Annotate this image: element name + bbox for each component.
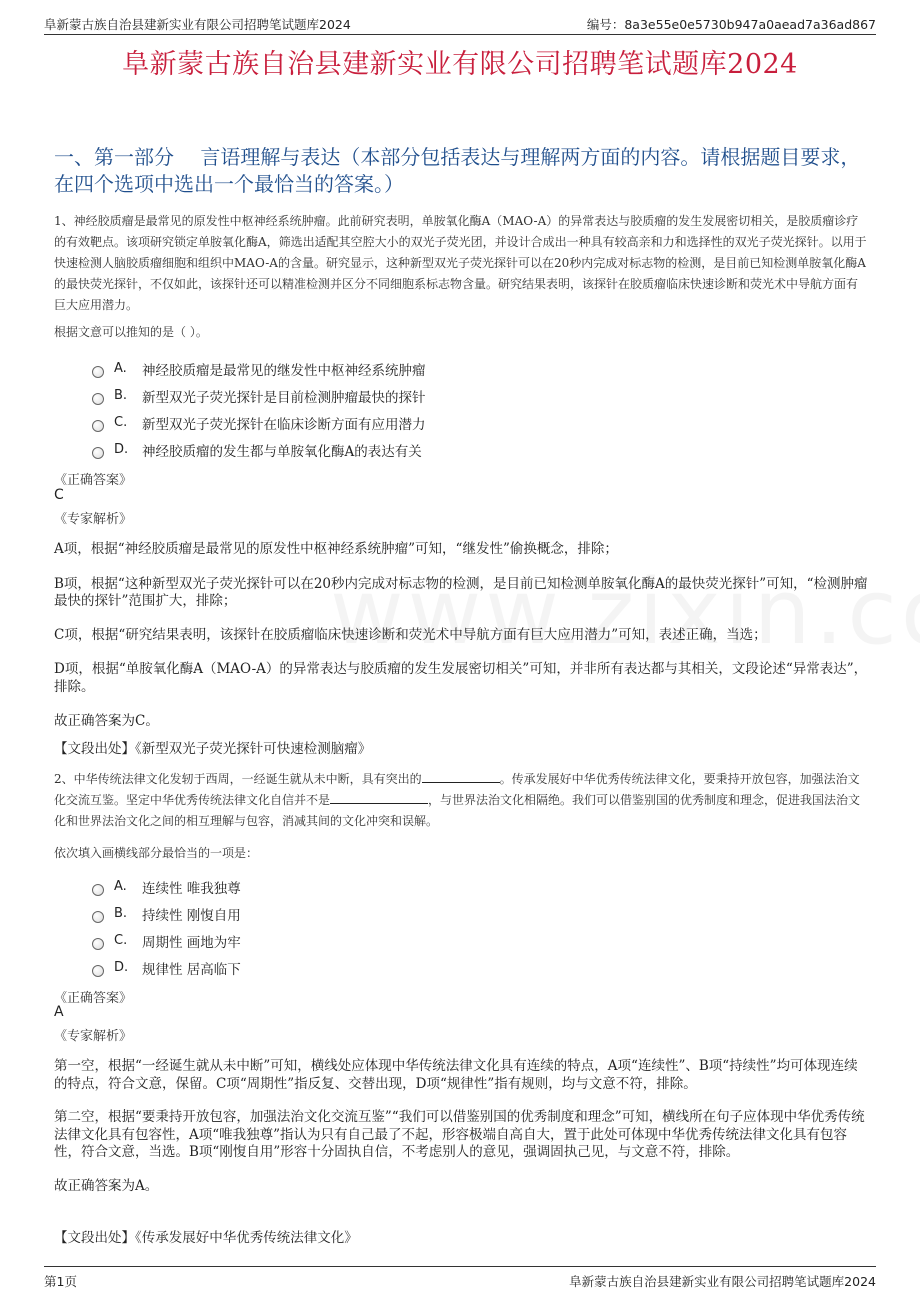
option-letter: D. — [114, 442, 129, 457]
q2-analysis-label: 《专家解析》 — [54, 1029, 133, 1044]
footer-doc-title: 阜新蒙古族自治县建新实业有限公司招聘笔试题库2024 — [569, 1274, 876, 1289]
option-text: 神经胶质瘤的发生都与单胺氧化酶A的表达有关 — [142, 443, 422, 460]
q1-option-d[interactable] — [92, 436, 426, 463]
q1-answer-label: 《正确答案》 — [54, 473, 133, 488]
radio-icon[interactable] — [92, 938, 104, 950]
option-letter: B. — [114, 388, 128, 403]
header-doc-title: 阜新蒙古族自治县建新实业有限公司招聘笔试题库2024 — [44, 17, 351, 32]
q2-passage — [54, 769, 868, 832]
q1-question: 根据文意可以推知的是（ ）。 — [54, 325, 208, 339]
blank-2 — [330, 791, 428, 804]
option-text: 周期性 画地为牢 — [142, 934, 241, 951]
q1-source — [54, 737, 868, 757]
q1-option-b[interactable] — [92, 382, 426, 409]
radio-icon[interactable] — [92, 965, 104, 977]
q2-answer-label: 《正确答案》 — [54, 991, 133, 1006]
q2-option-c[interactable] — [92, 927, 241, 954]
page-number: 第1页 — [44, 1274, 77, 1289]
radio-icon[interactable] — [92, 366, 104, 378]
source-title: 《传承发展好中华优秀传统法律文化》 — [135, 1230, 358, 1246]
analysis-paragraph: C项，根据“研究结果表明，该探针在胶质瘤临床快速诊断和荧光术中导航方面有巨大应用潜力”可知，表述正确，当选； — [54, 626, 767, 643]
page-title: 阜新蒙古族自治县建新实业有限公司招聘笔试题库2024 — [122, 49, 798, 80]
option-letter: B. — [114, 906, 128, 921]
header-doc-id: 编号：8a3e55e0e5730b947a0aead7a36ad867 — [586, 17, 876, 32]
q2-option-a[interactable] — [92, 873, 241, 900]
source-label: 【文段出处】 — [54, 1230, 135, 1246]
q2-passage-part-3: ，与世界法治文化相隔绝。我们可以借鉴别国的优秀制度和理念，促进我国法治文化和世界法治文化之间的相互理解与包容，消减其间的文化冲突和误解。 — [54, 793, 861, 828]
page-footer — [44, 1266, 876, 1289]
option-letter: A. — [114, 361, 127, 376]
q2-passage-block — [54, 769, 868, 832]
option-text: 神经胶质瘤是最常见的继发性中枢神经系统肿瘤 — [142, 362, 426, 379]
analysis-paragraph: 第一空，根据“一经诞生就从未中断”可知，横线处应体现中华传统法律文化具有连续的特点，A项“连续性”、B项“持续性”均可体现连续的特点，符合文意，保留。C项“周期性”指反复、交替出现，D项“规律性”指有规则，均与文意不符，排除。 — [54, 1058, 858, 1092]
option-text: 新型双光子荧光探针在临床诊断方面有应用潜力 — [142, 416, 426, 433]
q1-analysis — [54, 541, 868, 731]
q2-analysis — [54, 1058, 868, 1195]
q1-options — [92, 355, 426, 463]
q2-passage-part-2: 。传承发展好中华优秀传统法律文化，要秉持开放包容，加强法治文化交流互鉴。坚定中华优秀传统法律文化自信并不是 — [54, 772, 860, 807]
option-text: 连续性 唯我独尊 — [142, 880, 241, 897]
option-text: 持续性 刚愎自用 — [142, 907, 241, 924]
q1-passage-block — [54, 211, 868, 316]
q2-option-b[interactable] — [92, 900, 241, 927]
analysis-paragraph: D项，根据“单胺氧化酶A（MAO-A）的异常表达与胶质瘤的发生发展密切相关”可知，并非所有表达都与其相关，文段论述“异常表达”，排除。 — [54, 661, 868, 695]
radio-icon[interactable] — [92, 884, 104, 896]
q2-passage-part-1: 2、中华传统法律文化发轫于西周，一经诞生就从未中断，具有突出的 — [54, 772, 422, 786]
source-label: 【文段出处】 — [54, 741, 135, 757]
section-heading: 一、第一部分 言语理解与表达（本部分包括表达与理解两方面的内容。请根据题目要求，在四个选项中选出一个最恰当的答案。） — [54, 145, 861, 196]
q2-answer: A — [54, 1004, 64, 1020]
option-letter: D. — [114, 960, 129, 975]
q2-question: 依次填入画横线部分最恰当的一项是： — [54, 846, 259, 860]
option-text: 规律性 居高临下 — [142, 961, 241, 978]
option-letter: C. — [114, 415, 128, 430]
q1-analysis-label: 《专家解析》 — [54, 512, 133, 527]
option-letter: C. — [114, 933, 128, 948]
q2-option-d[interactable] — [92, 954, 241, 981]
q1-conclusion: 故正确答案为C。 — [54, 713, 159, 729]
q1-option-c[interactable] — [92, 409, 426, 436]
radio-icon[interactable] — [92, 393, 104, 405]
analysis-paragraph: 第二空，根据“要秉持开放包容，加强法治文化交流互鉴”“我们可以借鉴别国的优秀制度和理念”可知，横线所在句子应体现中华优秀传统法律文化具有包容性，A项“唯我独尊”指认为只有自己最了不起，形容极端自高自大，置于此处可体现中华优秀传统法律文化具有包容性，符合文意，当选。B项“刚愎自用”形容十分固执自信，不考虑别人的意见，强调固执己见，与文意不符，排除。 — [54, 1109, 865, 1160]
source-title: 《新型双光子荧光探针可快速检测脑瘤》 — [135, 741, 372, 757]
q2-source — [54, 1226, 868, 1246]
analysis-paragraph: B项，根据“这种新型双光子荧光探针可以在20秒内完成对标志物的检测，是目前已知检测单胺氧化酶A的最快荧光探针”可知，“检测肿瘤最快的探针”范围扩大，排除； — [54, 575, 868, 609]
q1-answer: C — [54, 487, 64, 503]
radio-icon[interactable] — [92, 420, 104, 432]
q2-conclusion: 故正确答案为A。 — [54, 1177, 159, 1194]
q1-option-a[interactable] — [92, 355, 426, 382]
radio-icon[interactable] — [92, 911, 104, 923]
q1-passage: 1、神经胶质瘤是最常见的原发性中枢神经系统肿瘤。此前研究表明，单胺氧化酶A（MAO-A）的异常表达与胶质瘤的发生发展密切相关，是胶质瘤诊疗的有效靶点。该项研究锁定单胺氧化酶A，筛选出适配其空腔大小的双光子荧光团，并设计合成出一种具有较高亲和力和选择性的双光子荧光探针。以用于快速检测人脑胶质瘤细胞和组织中MAO-A的含量。研究显示，这种新型双光子荧光探针可以在20秒内完成对标志物的检测，是目前已知检测单胺氧化酶A的最快荧光探针，不仅如此，该探针还可以精准检测并区分不同细胞系标志物含量。研究结果表明，该探针在胶质瘤临床快速诊断和荧光术中导航方面有巨大应用潜力。 — [54, 214, 867, 312]
option-letter: A. — [114, 879, 127, 894]
radio-icon[interactable] — [92, 447, 104, 459]
q2-options — [92, 873, 241, 981]
option-text: 新型双光子荧光探针是目前检测肿瘤最快的探针 — [142, 389, 426, 406]
page-header — [44, 14, 876, 35]
blank-1 — [422, 770, 500, 783]
analysis-paragraph: A项，根据“神经胶质瘤是最常见的原发性中枢神经系统肿瘤”可知，“继发性”偷换概念，排除； — [54, 541, 618, 557]
